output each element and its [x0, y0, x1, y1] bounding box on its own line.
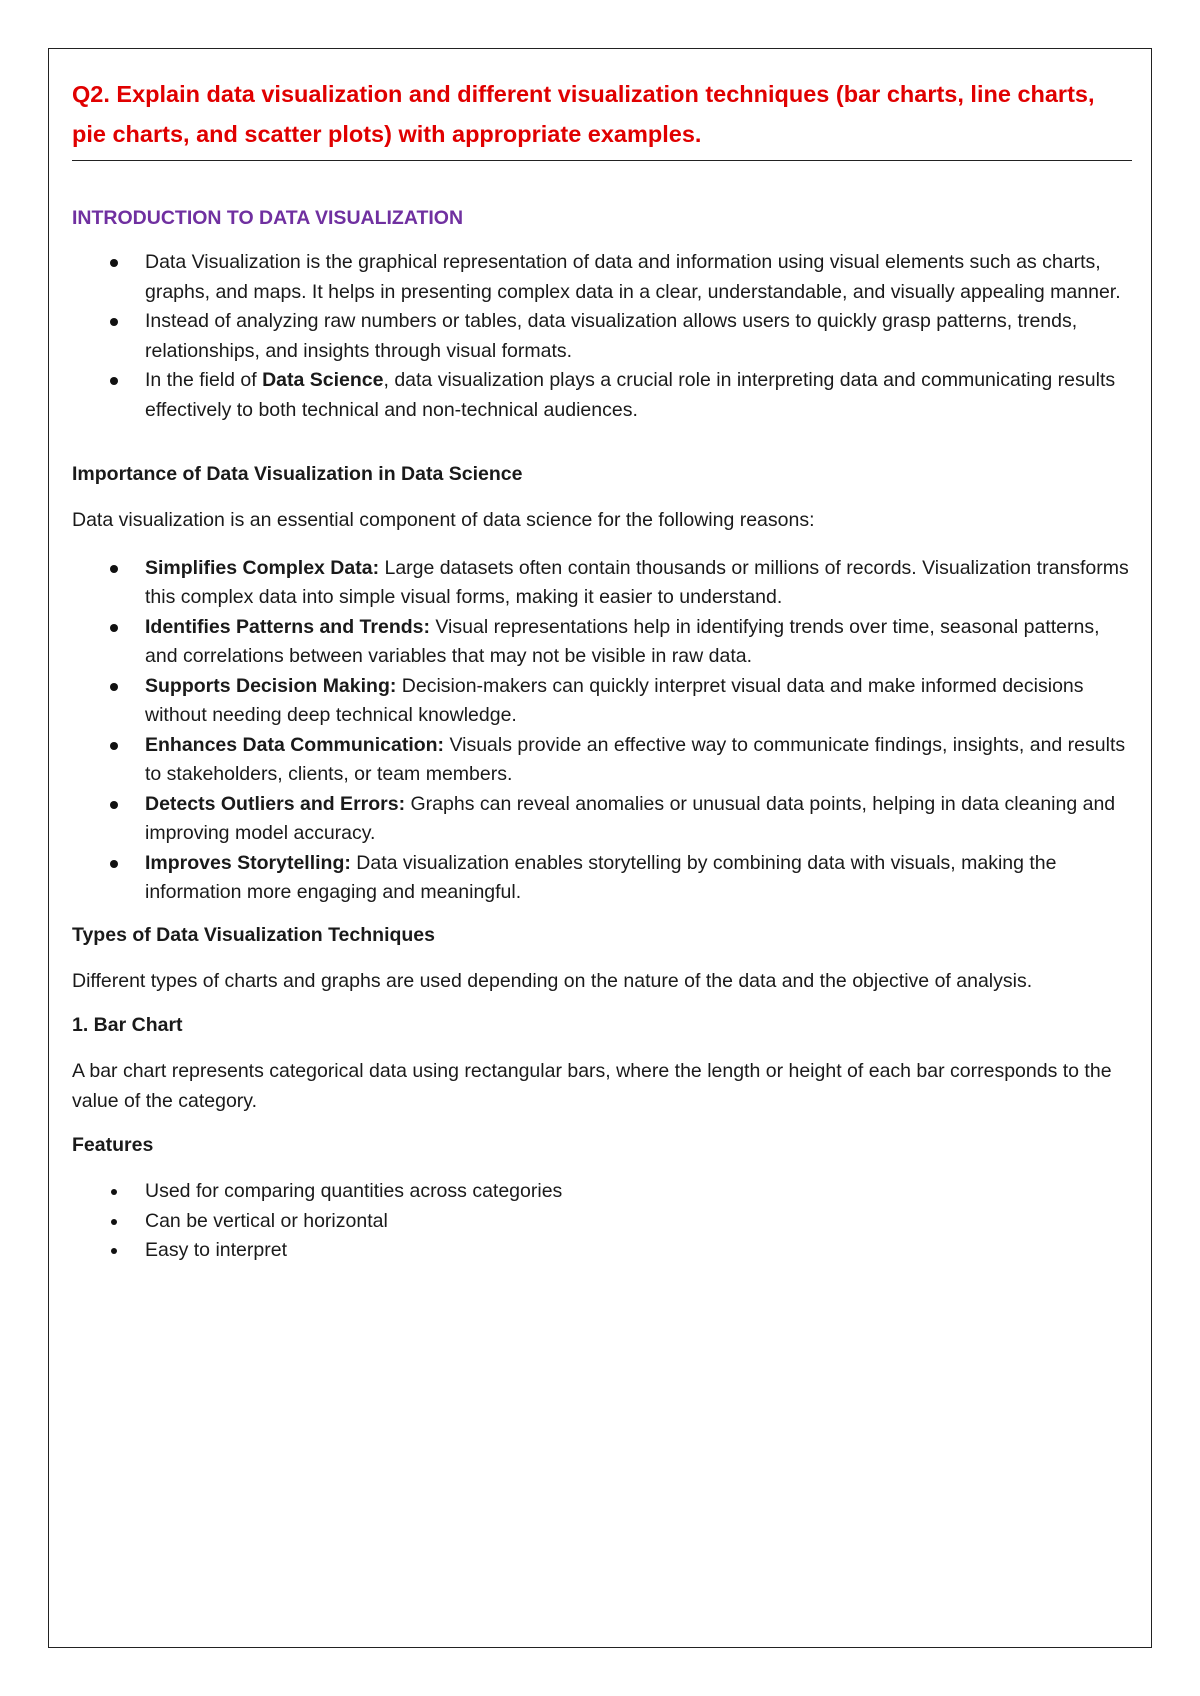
importance-item: Identifies Patterns and Trends: Visual representations help in identifying trends over time, seasonal patterns, and correlations between variables that may not be visible in raw data.: [72, 613, 1132, 672]
importance-bullet-list: [72, 554, 1132, 908]
importance-item: Enhances Data Communication: Visuals provide an effective way to communicate findings, insights, and results to stakeholders, clients, or team members.: [72, 731, 1132, 790]
importance-item: Improves Storytelling: Data visualization enables storytelling by combining data with visuals, making the information more engaging and meaningful.: [72, 849, 1132, 908]
feature-item: Can be vertical or horizontal: [72, 1207, 1132, 1237]
features-heading: Features: [72, 1134, 154, 1156]
question-title: Q2. Explain data visualization and different visualization techniques (bar charts, line charts, pie charts, and scatter plots) with appropriate examples.: [72, 74, 1132, 161]
importance-item: Simplifies Complex Data: Large datasets often contain thousands or millions of records. Visualization transforms this complex data into simple visual forms, making it easier to understand.: [72, 554, 1132, 613]
intro-bullet: Data Visualization is the graphical representation of data and information using visual elements such as charts, graphs, and maps. It helps in presenting complex data in a clear, understandable, and visually appealing manner.: [72, 248, 1132, 307]
feature-item: Easy to interpret: [72, 1236, 1132, 1266]
importance-lead: Data visualization is an essential component of data science for the following reasons:: [72, 509, 815, 531]
types-heading: Types of Data Visualization Techniques: [72, 923, 435, 946]
intro-bullet-list: [72, 248, 1132, 425]
importance-item: Detects Outliers and Errors: Graphs can reveal anomalies or unusual data points, helping in data cleaning and improving model accuracy.: [72, 790, 1132, 849]
importance-item: Supports Decision Making: Decision-makers can quickly interpret visual data and make informed decisions without needing deep technical knowledge.: [72, 672, 1132, 731]
bar-chart-heading: 1. Bar Chart: [72, 1014, 183, 1036]
features-bullet-list: [72, 1177, 1132, 1266]
bar-chart-description: A bar chart represents categorical data using rectangular bars, where the length or height of each bar corresponds to the value of the category.: [72, 1060, 1112, 1112]
importance-heading: Importance of Data Visualization in Data Science: [72, 463, 523, 485]
types-lead: Different types of charts and graphs are used depending on the nature of the data and the objective of analysis.: [72, 969, 1033, 992]
intro-bullet: Instead of analyzing raw numbers or tables, data visualization allows users to quickly grasp patterns, trends, relationships, and insights through visual formats.: [72, 307, 1132, 366]
feature-item: Used for comparing quantities across categories: [72, 1177, 1132, 1207]
intro-section-title: INTRODUCTION TO DATA VISUALIZATION: [72, 207, 464, 229]
intro-bullet: In the field of Data Science, data visualization plays a crucial role in interpreting data and communicating results effectively to both technical and non-technical audiences.: [72, 366, 1132, 425]
document-content: [72, 74, 1132, 1266]
